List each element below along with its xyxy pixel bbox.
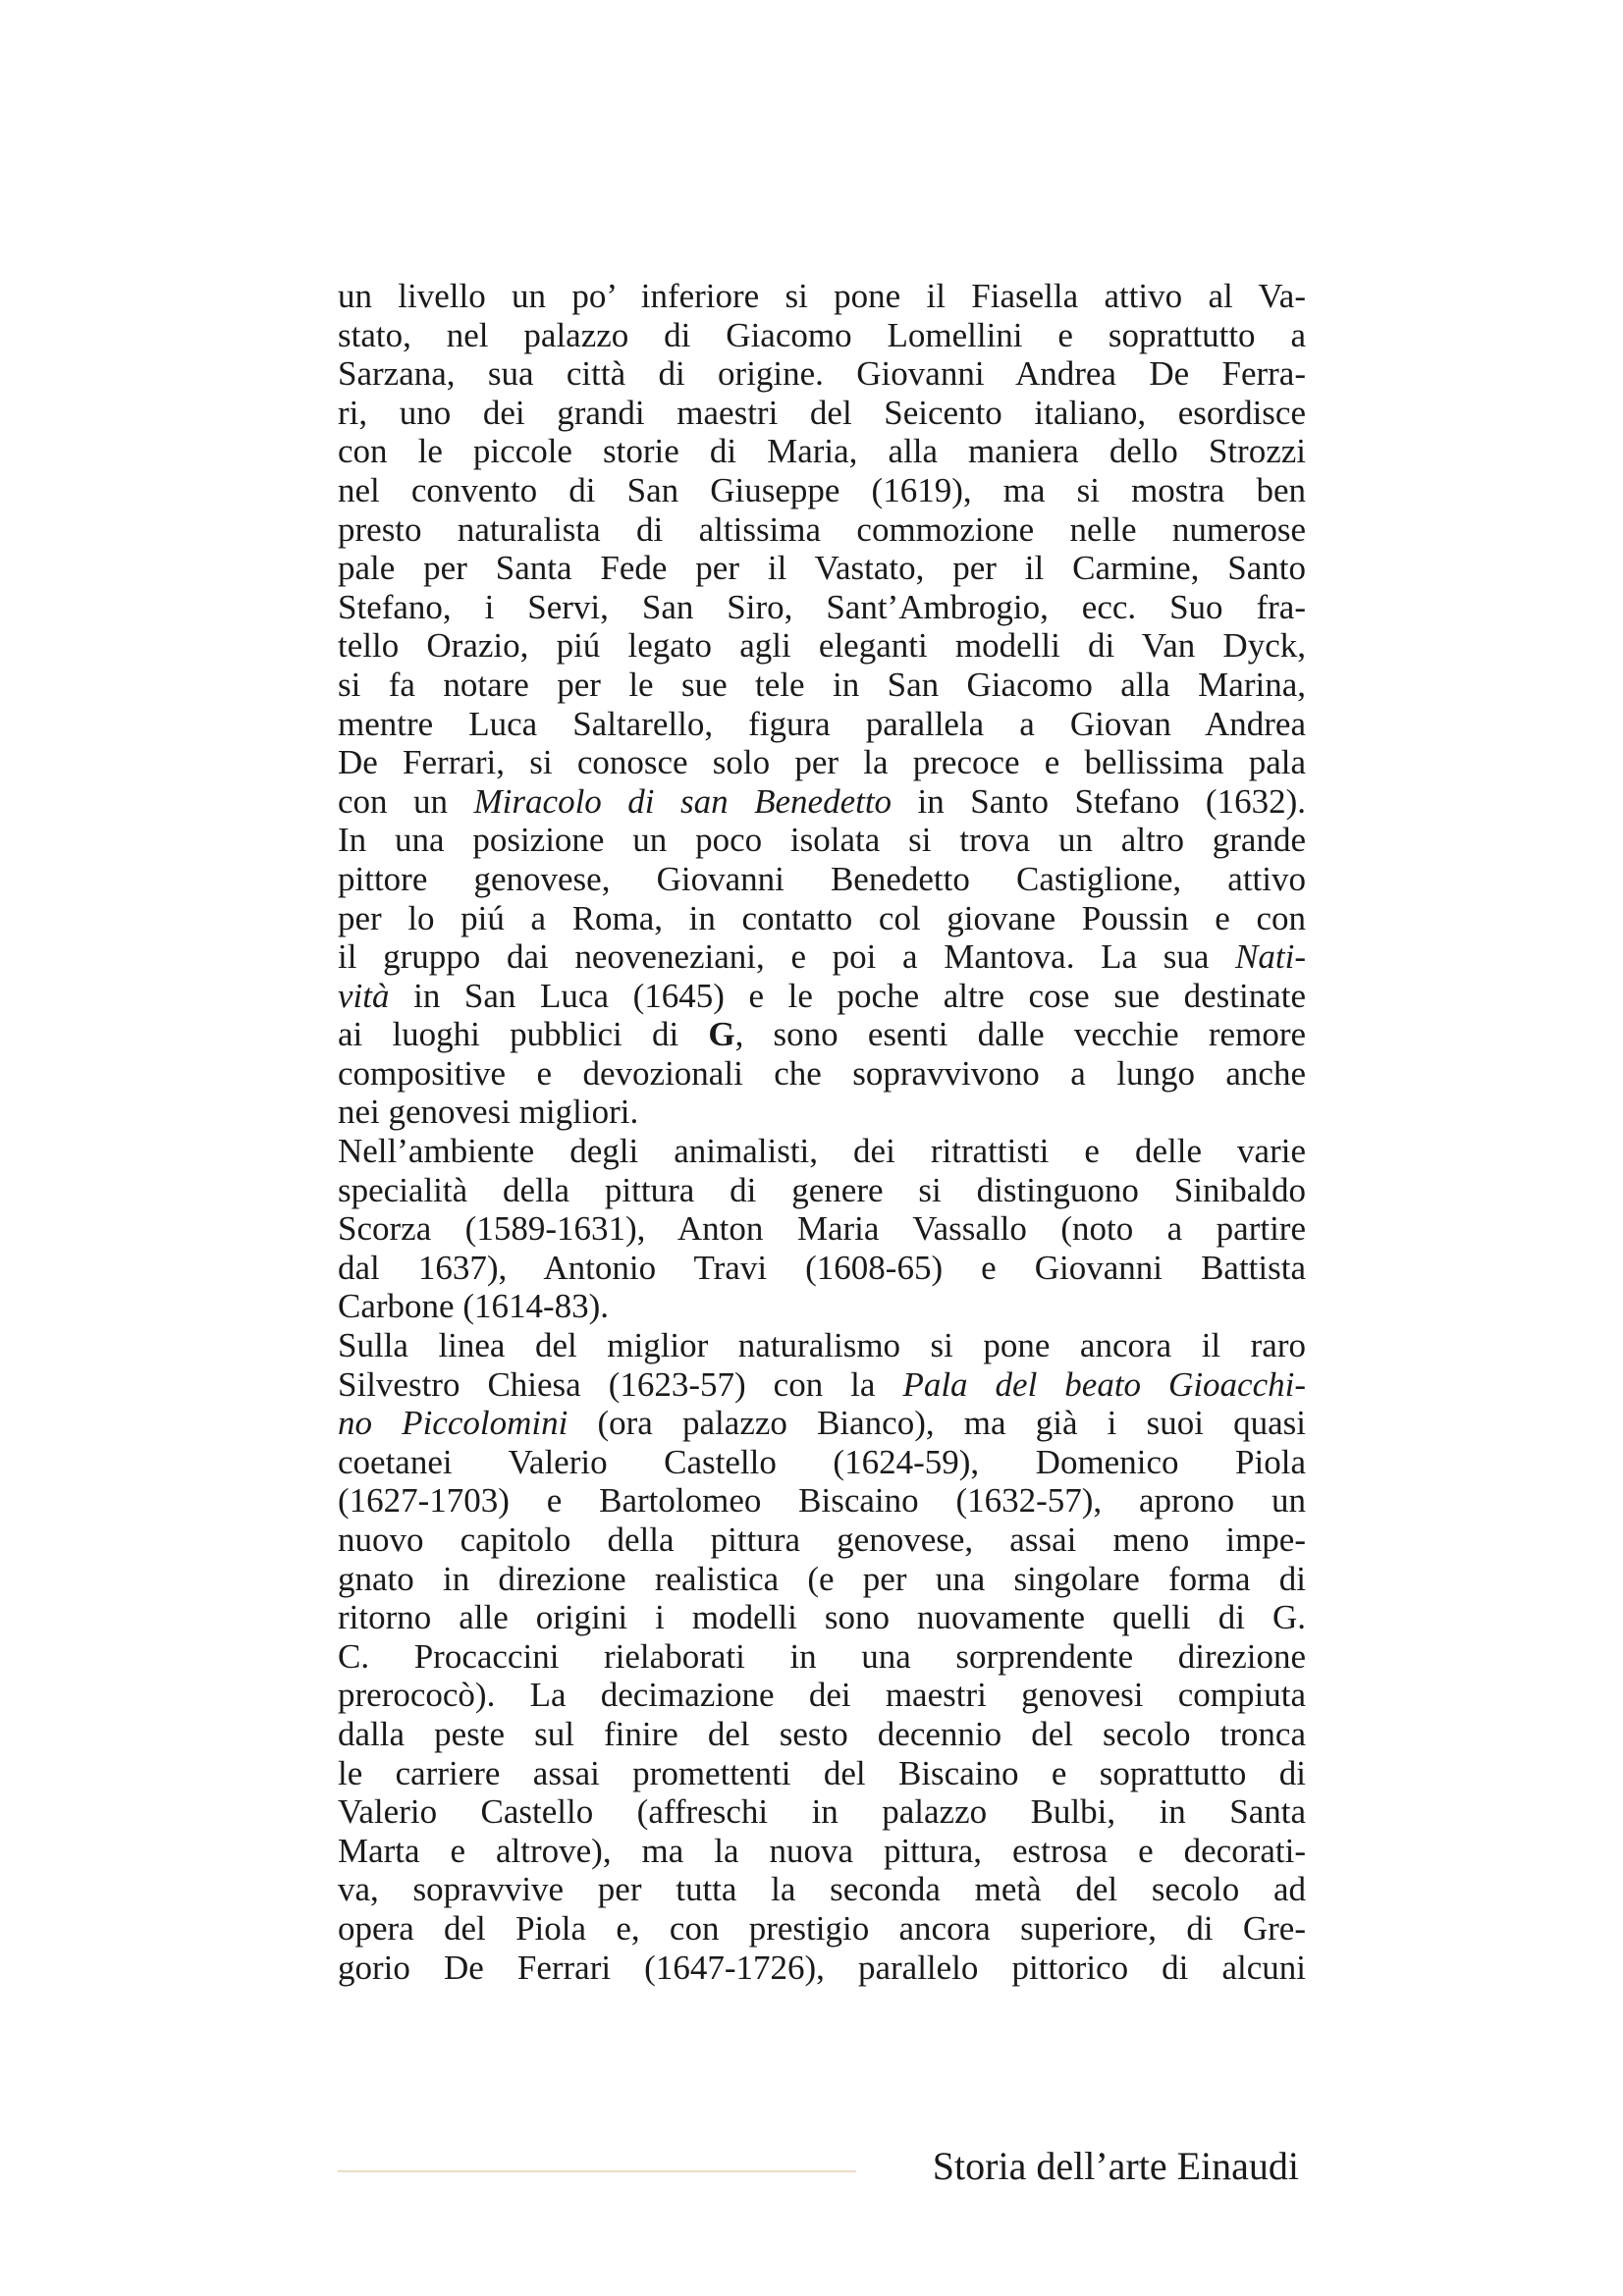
text-segment: ri, uno dei grandi maestri del Seicento italiano, esordisce <box>338 393 1306 432</box>
text-line <box>338 1365 1306 1405</box>
text-line <box>338 1171 1306 1210</box>
text-line <box>338 1832 1306 1871</box>
text-segment: un livello un po’ inferiore si pone il Fiasella attivo al Va- <box>338 277 1306 315</box>
text-line <box>338 1792 1306 1832</box>
text-line <box>338 1093 1306 1132</box>
italic-title: vità <box>338 976 390 1015</box>
italic-title: Miracolo di san Benedetto <box>473 781 893 821</box>
bold-abbreviation: G <box>708 1015 735 1054</box>
text-segment: gorio De Ferrari (1647-1726), parallelo pittorico di alcuni <box>338 1948 1306 1987</box>
text-segment: pittore genovese, Giovanni Benedetto Castiglione, attivo <box>338 859 1306 898</box>
text-segment: Carbone (1614-83). <box>338 1287 610 1326</box>
text-segment: Nell’ambiente degli animalisti, dei ritrattisti e delle varie <box>338 1132 1306 1171</box>
text-segment: ai luoghi pubblici di <box>338 1015 709 1054</box>
text-line <box>338 432 1306 471</box>
text-line <box>338 743 1306 782</box>
text-segment: gnato in direzione realistica (e per una singolare forma di <box>338 1559 1306 1598</box>
text-line <box>338 1443 1306 1482</box>
text-line <box>338 782 1306 822</box>
text-segment: Stefano, i Servi, San Siro, Sant’Ambrogio, ecc. Suo fra- <box>338 587 1306 626</box>
text-segment: nuovo capitolo della pittura genovese, assai meno impe- <box>338 1521 1306 1559</box>
text-segment: Silvestro Chiesa (1623-57) con la <box>338 1364 903 1404</box>
text-segment: in San Luca (1645) e le poche altre cose sue destinate <box>389 976 1306 1015</box>
text-segment: dal 1637), Antonio Travi (1608-65) e Giovanni Battista <box>338 1248 1306 1287</box>
text-segment: Marta e altrove), ma la nuova pittura, estrosa e decorati- <box>338 1831 1306 1870</box>
text-line <box>338 1598 1306 1637</box>
text-line <box>338 666 1306 705</box>
text-line <box>338 977 1306 1016</box>
text-segment: con le piccole storie di Maria, alla maniera dello Strozzi <box>338 432 1306 471</box>
text-segment: compositive e devozionali che sopravvivono a lungo anche <box>338 1053 1306 1093</box>
text-line <box>338 1404 1306 1443</box>
text-line <box>338 1015 1306 1054</box>
text-segment: con un <box>338 781 474 821</box>
text-segment: va, sopravvive per tutta la seconda metà del secolo ad <box>338 1870 1306 1909</box>
text-segment: (ora palazzo Bianco), ma già i suoi quasi <box>568 1404 1307 1443</box>
text-line <box>338 1132 1306 1171</box>
text-line <box>338 1209 1306 1249</box>
text-line <box>338 1521 1306 1560</box>
italic-title: no Piccolomini <box>338 1404 568 1443</box>
text-segment: per lo piú a Roma, in contatto col giovane Poussin e con <box>338 898 1306 937</box>
text-segment: ritorno alle origini i modelli sono nuovamente quelli di G. <box>338 1598 1306 1637</box>
text-line <box>338 937 1306 977</box>
text-segment: Scorza (1589-1631), Anton Maria Vassallo (noto a partire <box>338 1209 1306 1249</box>
text-line <box>338 1481 1306 1521</box>
text-segment: tello Orazio, piú legato agli eleganti modelli di Van Dyck, <box>338 626 1306 666</box>
text-line <box>338 471 1306 510</box>
text-segment: coetanei Valerio Castello (1624-59), Domenico Piola <box>338 1442 1306 1481</box>
text-line <box>338 277 1306 316</box>
text-line <box>338 354 1306 394</box>
italic-title: Nati- <box>1235 937 1306 977</box>
text-line <box>338 316 1306 355</box>
text-segment: Sulla linea del miglior naturalismo si pone ancora il raro <box>338 1326 1306 1365</box>
text-segment: (1627-1703) e Bartolomeo Biscaino (1632-57), aprono un <box>338 1481 1306 1521</box>
italic-title: Pala del beato Gioacchi- <box>902 1364 1306 1404</box>
text-segment: opera del Piola e, con prestigio ancora superiore, di Gre- <box>338 1908 1306 1948</box>
footer-title: Storia dell’arte Einaudi <box>932 2144 1299 2188</box>
text-line <box>338 1054 1306 1094</box>
text-line <box>338 1249 1306 1288</box>
text-line <box>338 510 1306 550</box>
text-line <box>338 1676 1306 1715</box>
text-line <box>338 549 1306 588</box>
text-line <box>338 860 1306 899</box>
text-line <box>338 1326 1306 1365</box>
text-line <box>338 394 1306 433</box>
text-line <box>338 1287 1306 1326</box>
text-line <box>338 821 1306 860</box>
text-line <box>338 588 1306 627</box>
text-segment: Valerio Castello (affreschi in palazzo Bulbi, in Santa <box>338 1792 1306 1832</box>
text-segment: dalla peste sul finire del sesto decennio del secolo tronca <box>338 1714 1306 1753</box>
text-line <box>338 899 1306 938</box>
text-segment: il gruppo dai neoveneziani, e poi a Mantova. La sua <box>338 937 1236 977</box>
text-segment: stato, nel palazzo di Giacomo Lomellini e soprattutto a <box>338 315 1306 354</box>
text-line <box>338 1754 1306 1793</box>
text-segment: si fa notare per le sue tele in San Giacomo alla Marina, <box>338 665 1306 704</box>
text-segment: specialità della pittura di genere si distinguono Sinibaldo <box>338 1170 1306 1209</box>
text-segment: le carriere assai promettenti del Biscaino e soprattutto di <box>338 1753 1306 1792</box>
text-segment: C. Procaccini rielaborati in una sorprendente direzione <box>338 1636 1306 1676</box>
text-segment: , sono esenti dalle vecchie remore <box>734 1015 1307 1054</box>
text-line <box>338 705 1306 744</box>
text-segment: pale per Santa Fede per il Vastato, per il Carmine, Santo <box>338 549 1306 588</box>
text-line <box>338 1949 1306 1988</box>
text-segment: De Ferrari, si conosce solo per la precoce e bellissima pala <box>338 743 1306 782</box>
text-line <box>338 1560 1306 1599</box>
text-segment: Sarzana, sua città di origine. Giovanni Andrea De Ferra- <box>338 354 1306 394</box>
text-line <box>338 1909 1306 1949</box>
text-line <box>338 1637 1306 1677</box>
text-line <box>338 626 1306 666</box>
footer-rule <box>338 2170 856 2172</box>
text-line <box>338 1870 1306 1909</box>
body-text <box>338 277 1306 1987</box>
text-segment: prerococò). La decimazione dei maestri genovesi compiuta <box>338 1676 1306 1715</box>
text-segment: In una posizione un poco isolata si trova un altro grande <box>338 821 1306 860</box>
text-line <box>338 1715 1306 1754</box>
text-segment: in Santo Stefano (1632). <box>892 781 1306 821</box>
text-segment: nei genovesi migliori. <box>338 1093 639 1132</box>
text-segment: mentre Luca Saltarello, figura parallela a Giovan Andrea <box>338 704 1306 743</box>
text-segment: nel convento di San Giuseppe (1619), ma si mostra ben <box>338 470 1306 509</box>
text-segment: presto naturalista di altissima commozione nelle numerose <box>338 509 1306 549</box>
